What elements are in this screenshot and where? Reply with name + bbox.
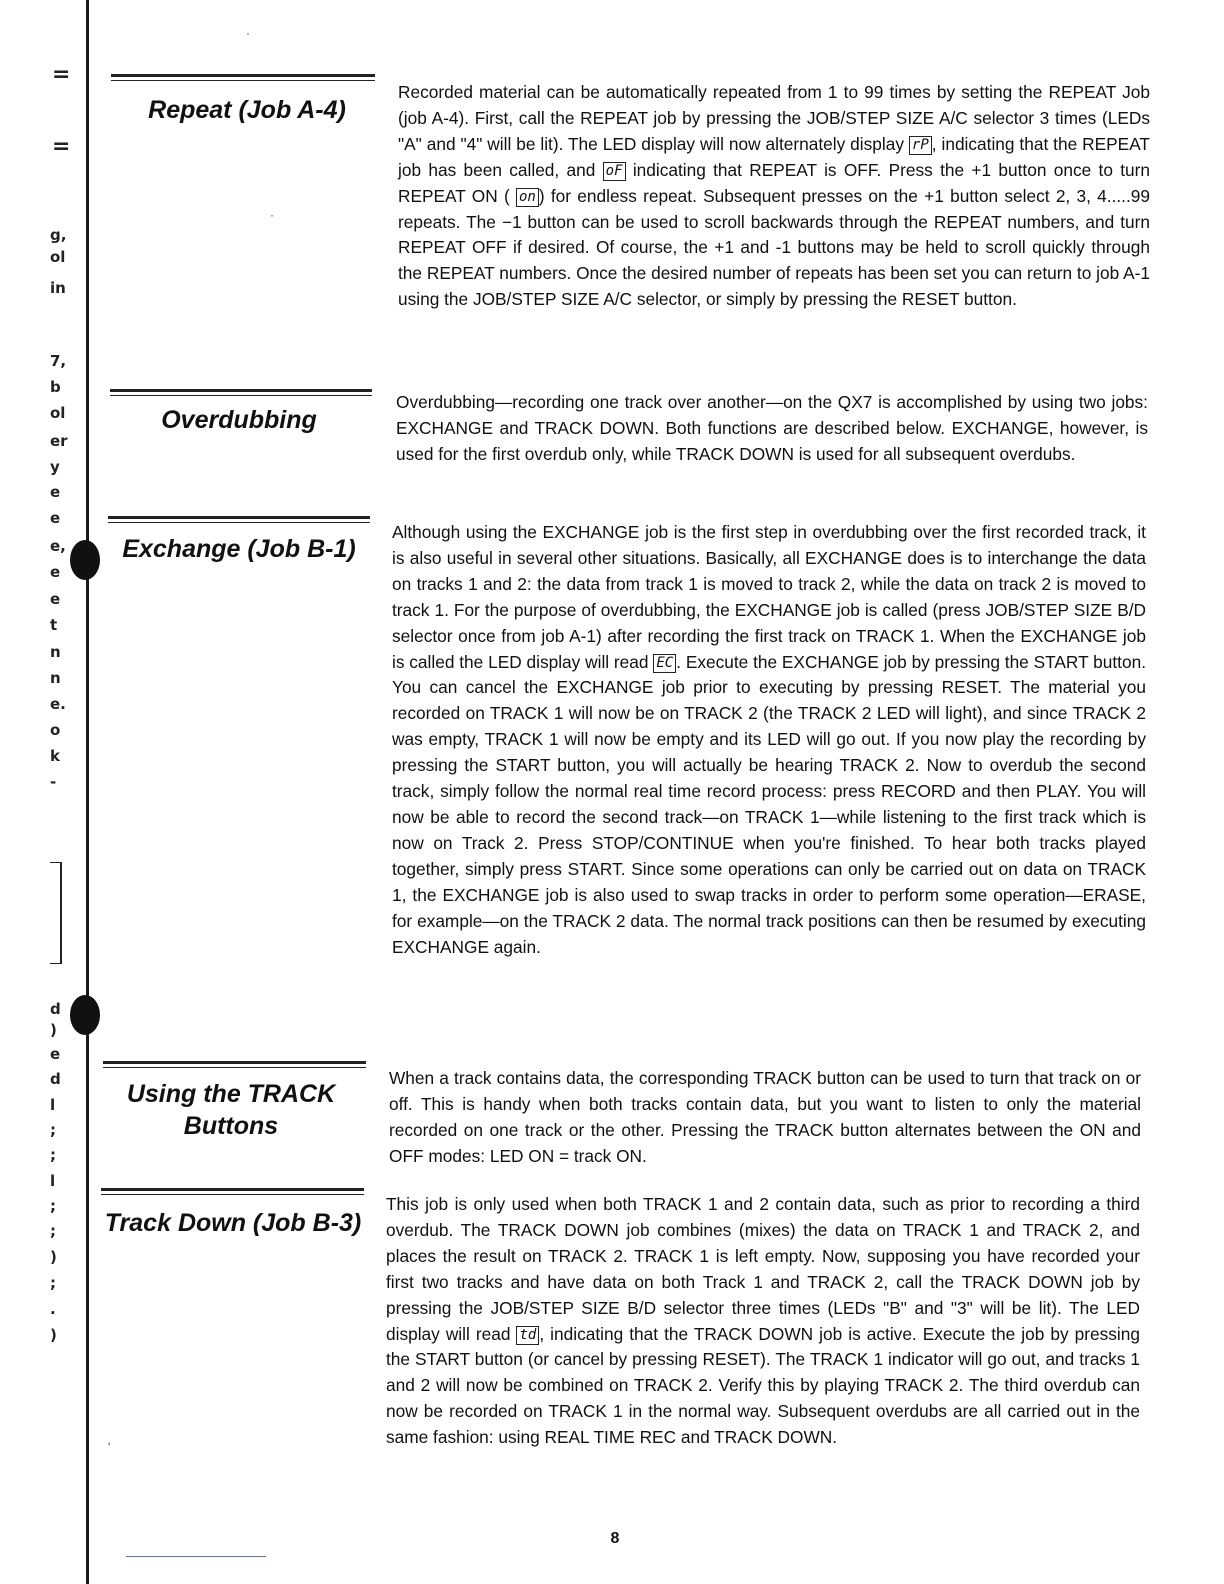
margin-fragment: t bbox=[50, 616, 58, 634]
margin-fragment: ; bbox=[50, 1146, 56, 1164]
margin-fragment: e bbox=[50, 563, 61, 581]
section-body-track-down bbox=[386, 1192, 1140, 1451]
section-body-repeat bbox=[398, 80, 1150, 313]
margin-mark: = bbox=[52, 62, 71, 87]
margin-fragment: in bbox=[50, 279, 66, 297]
margin-fragment: er bbox=[50, 432, 68, 450]
led-display-glyph: rP bbox=[909, 136, 932, 155]
margin-fragment: ol bbox=[50, 404, 66, 422]
paragraph bbox=[389, 1066, 1141, 1170]
paragraph-text: This job is only used when both TRACK 1 and 2 contain data, such as prior to recording a third overdub. The TRACK DOWN job combines (mixes) the data on TRACK 1 and TRACK 2, and places the result on TRACK 2. TRACK 1 is left empty. Now, supposing you have recorded your first two tracks and have data on both Track 1 and TRACK 2, call the TRACK DOWN job by pressing the JOB/STEP SIZE B/D selector three times (LEDs "B" and "3" will be lit). The LED display will read bbox=[386, 1194, 1140, 1344]
paragraph-text: , indicating that the REPEAT job has been called, and bbox=[398, 133, 1150, 180]
section-body-exchange bbox=[392, 520, 1146, 960]
paragraph-text: indicating that REPEAT is OFF. Press the +1 button once to turn REPEAT ON ( bbox=[398, 159, 1151, 206]
margin-mark: = bbox=[52, 134, 71, 159]
margin-fragment: y bbox=[50, 458, 60, 476]
margin-bracket bbox=[50, 862, 62, 964]
margin-fragment: ol bbox=[50, 248, 66, 266]
margin-fragment: l bbox=[50, 1172, 56, 1190]
margin-fragment: n bbox=[50, 669, 61, 687]
margin-fragment: ; bbox=[50, 1274, 56, 1292]
margin-fragment: e bbox=[50, 483, 61, 501]
margin-fragment: 7, bbox=[50, 352, 67, 370]
margin-fragment: e. bbox=[50, 695, 66, 713]
margin-fragment: ) bbox=[50, 1021, 57, 1039]
margin-fragment: l bbox=[50, 1096, 56, 1114]
page-number: 8 bbox=[610, 1530, 620, 1547]
section-rule bbox=[108, 516, 370, 523]
margin-fragment: d bbox=[50, 1070, 61, 1088]
margin-fragment: ; bbox=[50, 1121, 56, 1139]
section-body-track-buttons bbox=[389, 1066, 1141, 1170]
paragraph-text: ) for endless repeat. Subsequent presses on the +1 button select 2, 3, 4.....99 repeats. The −1 button can be used to scroll backwards through the REPEAT numbers, and turn REPEAT OFF if desired. Of course, the +1 and -1 buttons may be held to scroll quickly through the REPEAT numbers. Once the desired number of repeats has been set you can return to job A-1 using the JOB/STEP SIZE A/C selector, or simply by pressing the RESET button. bbox=[398, 185, 1150, 310]
paragraph bbox=[396, 390, 1148, 468]
margin-fragment: . bbox=[50, 1300, 56, 1318]
section-heading: Using the TRACK Buttons bbox=[126, 1080, 336, 1140]
margin-fragment: b bbox=[50, 378, 61, 396]
margin-fragment: ) bbox=[50, 1248, 57, 1266]
margin-fragment: e bbox=[50, 509, 61, 527]
paragraph-text: Overdubbing—recording one track over another—on the QX7 is accomplished by using two jobs: EXCHANGE and TRACK DOWN. Both functions are described below. EXCHANGE, however, is used for the first overdub only, while TRACK DOWN is used for all subsequent overdubs. bbox=[396, 392, 1148, 464]
margin-fragment: ; bbox=[50, 1197, 56, 1215]
section-body-overdubbing bbox=[396, 390, 1148, 468]
section-rule bbox=[111, 74, 375, 81]
margin-fragment: o bbox=[50, 721, 61, 739]
speck: ' bbox=[108, 1440, 111, 1454]
margin-fragment: d bbox=[50, 1000, 61, 1018]
paragraph-text: When a track contains data, the corresponding TRACK button can be used to turn that track on or off. This is handy when both tracks contain data, but you want to listen to only the material recorded on one track or the other. Pressing the TRACK button alternates between the ON and OFF modes: LED ON = track ON. bbox=[389, 1068, 1141, 1166]
margin-fragment: - bbox=[50, 773, 57, 791]
paragraph-text: , indicating that the TRACK DOWN job is active. Execute the job by pressing the START button (or cancel by pressing RESET). The TRACK 1 indicator will go out, and tracks 1 and 2 will now be combined on TRACK 2. Verify this by playing TRACK 2. The third overdub can now be recorded on TRACK 1 in the normal way. Subsequent overdubs are all carried out in the same fashion: using REAL TIME REC and TRACK DOWN. bbox=[386, 1323, 1140, 1448]
speck: · bbox=[246, 26, 250, 40]
paragraph bbox=[386, 1192, 1140, 1451]
punch-hole bbox=[70, 540, 100, 580]
margin-fragment: n bbox=[50, 643, 61, 661]
binding-edge bbox=[86, 0, 89, 1584]
footer-line bbox=[126, 1556, 266, 1557]
margin-fragment: ; bbox=[50, 1222, 56, 1240]
section-heading: Repeat (Job A-4) bbox=[148, 96, 346, 124]
margin-fragment: g, bbox=[50, 226, 67, 244]
margin-fragment: ) bbox=[50, 1326, 57, 1344]
margin-fragment: k bbox=[50, 747, 60, 765]
led-display-glyph: EC bbox=[653, 654, 676, 673]
led-display-glyph: on bbox=[516, 188, 539, 207]
section-heading: Overdubbing bbox=[161, 406, 317, 434]
led-display-glyph: oF bbox=[603, 162, 626, 181]
speck: · bbox=[270, 208, 274, 222]
led-display-glyph: td bbox=[516, 1326, 539, 1345]
paragraph-text: Recorded material can be automatically repeated from 1 to 99 times by setting the REPEAT Job (job A-4). First, call the REPEAT job by pressing the JOB/STEP SIZE A/C selector 3 times (LEDs "A" and "4" will be lit). The LED display will now alternately display bbox=[398, 82, 1150, 154]
margin-fragment: e bbox=[50, 590, 61, 608]
paragraph-text: Although using the EXCHANGE job is the first step in overdubbing over the first recorded track, it is also useful in several other situations. Basically, all EXCHANGE does is to interchange the data on tracks 1 and 2: the data from track 1 is moved to track 2, while the data on track 2 is moved to track 1. For the purpose of overdubbing, the EXCHANGE job is called (press JOB/STEP SIZE B/D selector once from job A-1) after recording the first track on TRACK 1. When the EXCHANGE job is called the LED display will read bbox=[392, 522, 1146, 672]
section-heading: Track Down (Job B-3) bbox=[104, 1209, 362, 1237]
section-rule bbox=[101, 1188, 364, 1195]
punch-hole bbox=[70, 995, 100, 1035]
margin-fragment: e, bbox=[50, 537, 66, 555]
paragraph-text: . Execute the EXCHANGE job by pressing the START button. You can cancel the EXCHANGE job prior to executing by pressing RESET. The material you recorded on TRACK 1 will now be on TRACK 2 (the TRACK 2 LED will light), and since TRACK 2 was empty, TRACK 1 will now be empty and its LED will go out. If you now play the recording by pressing the START button, you will actually be hearing TRACK 2. Now to overdub the second track, simply follow the normal real time record process: press RECORD and then PLAY. You will now be able to record the second track—on TRACK 1—while listening to the first track which is now on Track 2. Press STOP/CONTINUE when you're finished. To hear both tracks played together, simply press START. Since some operations can only be carried out on data on TRACK 1, the EXCHANGE job is also used to swap tracks in order to perform some operation—ERASE, for example—on the TRACK 2 data. The normal track positions can then be resumed by executing EXCHANGE again. bbox=[392, 651, 1146, 957]
section-rule bbox=[103, 1061, 366, 1068]
section-rule bbox=[110, 389, 372, 396]
paragraph bbox=[392, 520, 1146, 960]
section-heading: Exchange (Job B-1) bbox=[122, 535, 356, 563]
paragraph bbox=[398, 80, 1150, 313]
margin-fragment: e bbox=[50, 1045, 61, 1063]
